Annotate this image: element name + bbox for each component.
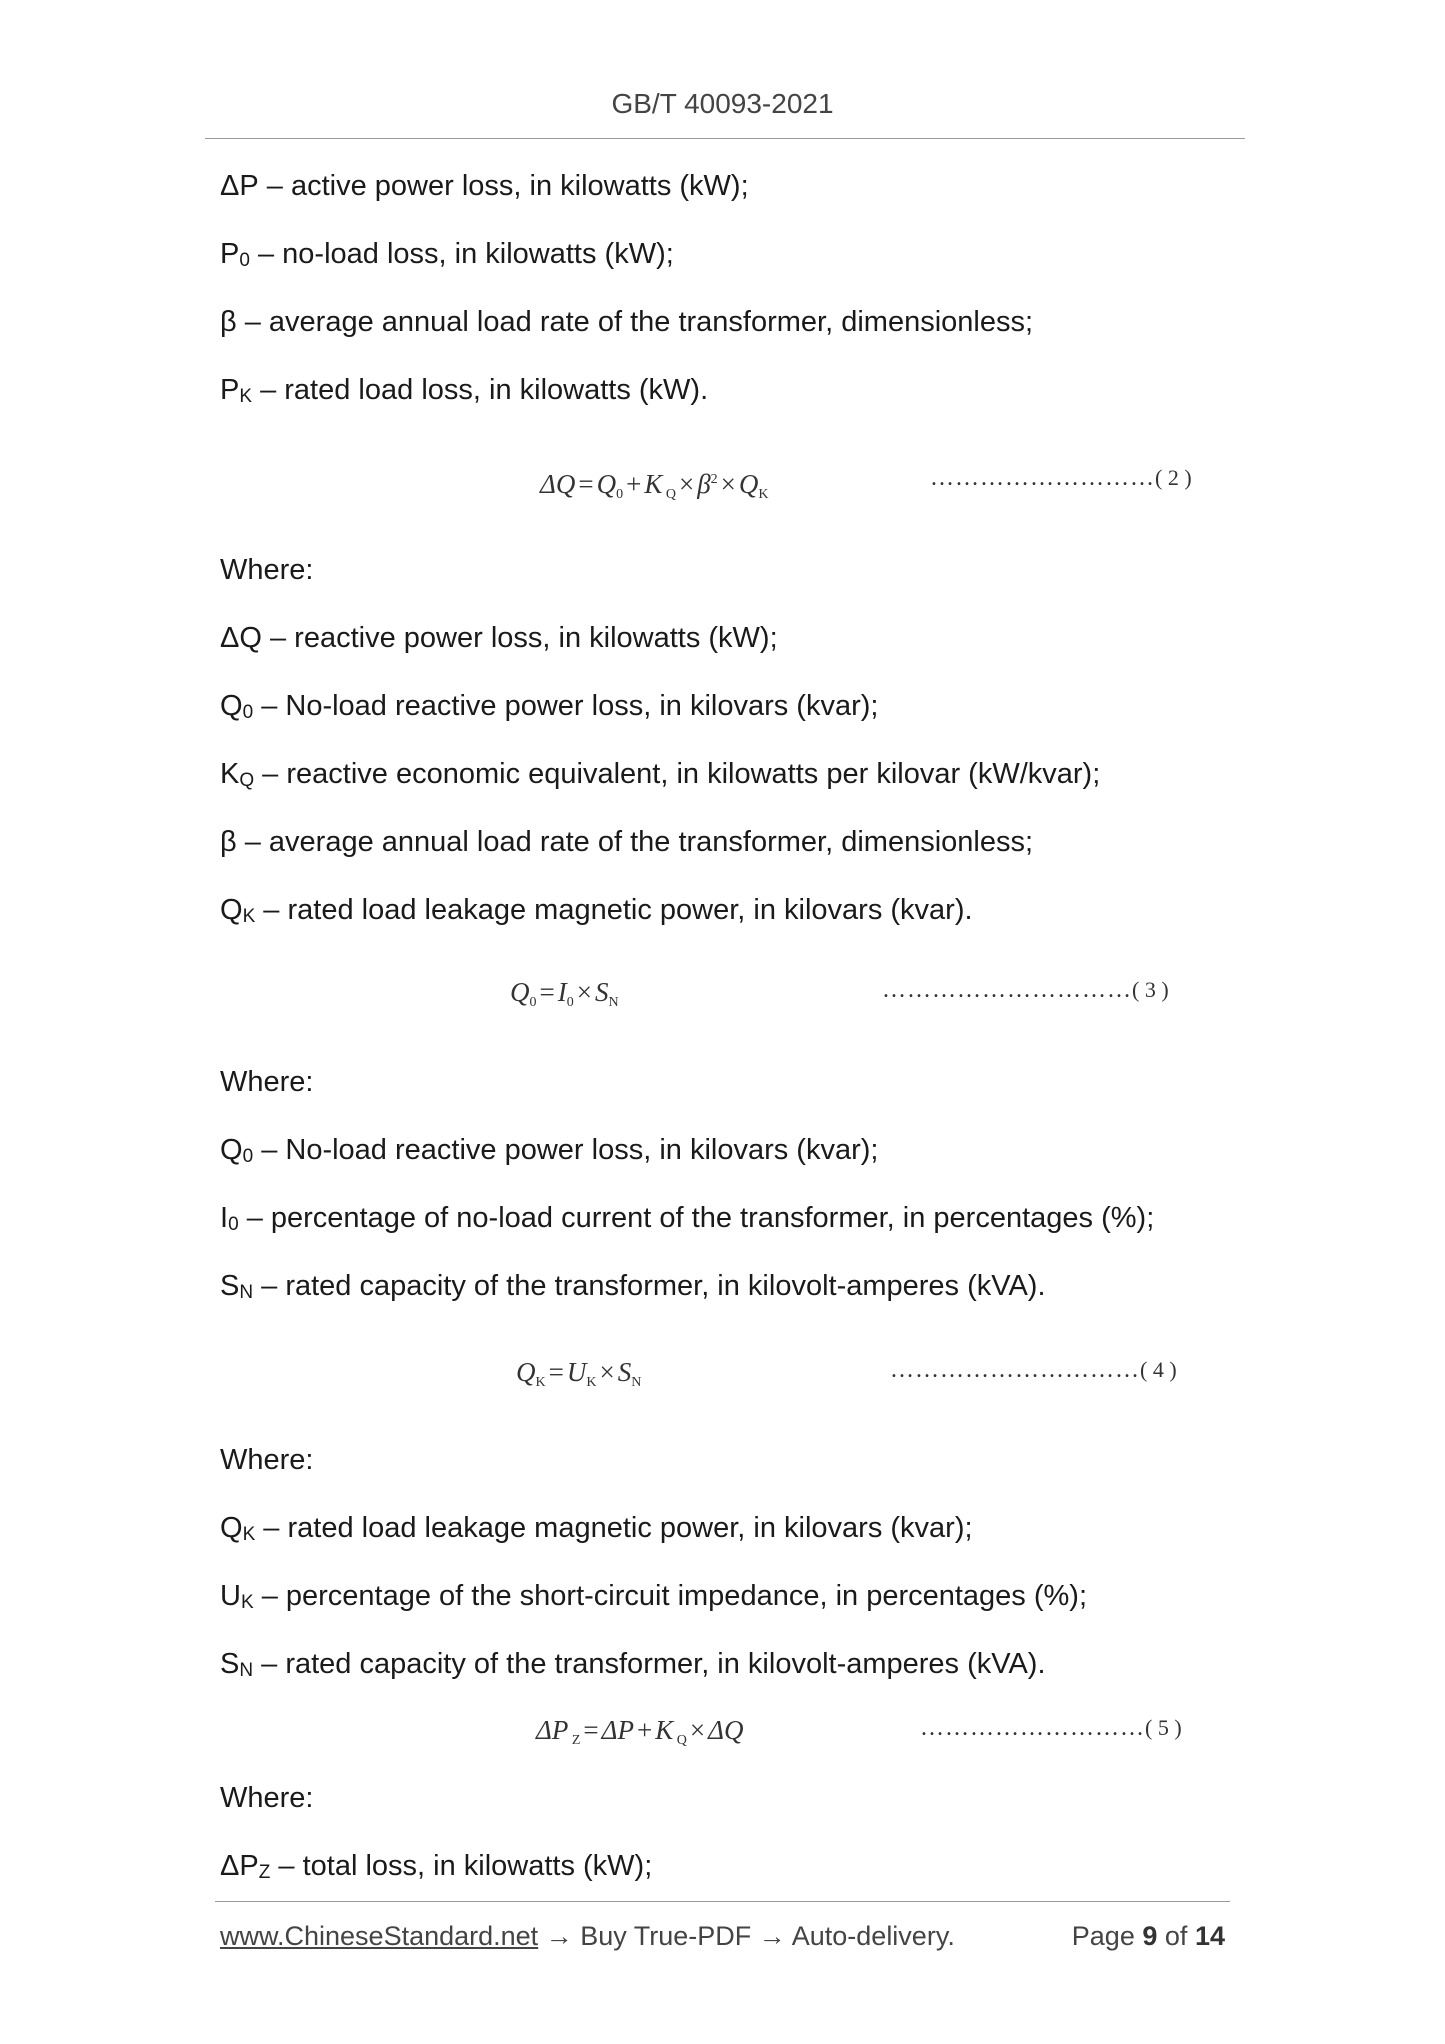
definition-line: P0 – no-load loss, in kilowatts (kW); (220, 238, 674, 271)
definition-line: QK – rated load leakage magnetic power, in kilovars (kvar); (220, 1512, 973, 1545)
where-label: Where: (220, 554, 314, 586)
footer-promo (220, 1921, 955, 1952)
equation-5-number: ………………………( 5 ) (920, 1715, 1182, 1741)
definition-line: Q0 – No-load reactive power loss, in kilovars (kvar); (220, 1134, 879, 1167)
current-page: 9 (1142, 1921, 1158, 1951)
definition-line: Q0 – No-load reactive power loss, in kilovars (kvar); (220, 690, 879, 723)
where-label: Where: (220, 1782, 314, 1814)
site-link[interactable]: www.ChineseStandard.net (220, 1921, 539, 1951)
definition-line: UK – percentage of the short-circuit impedance, in percentages (%); (220, 1580, 1088, 1613)
definition-line: SN – rated capacity of the transformer, in kilovolt-amperes (kVA). (220, 1270, 1046, 1303)
definition-line: SN – rated capacity of the transformer, in kilovolt-amperes (kVA). (220, 1648, 1046, 1681)
total-pages: 14 (1194, 1921, 1225, 1951)
footer-divider (215, 1901, 1230, 1902)
where-label: Where: (220, 1444, 314, 1476)
definition-line: ΔQ – reactive power loss, in kilowatts (kW); (220, 622, 778, 654)
equation-4-formula: QK = UK × SN (516, 1357, 642, 1390)
definition-line: PK – rated load loss, in kilowatts (kW). (220, 374, 709, 407)
equation-3-number: …………………………( 3 ) (882, 977, 1169, 1003)
header-divider (205, 138, 1245, 139)
equation-5-formula: ΔP Z = ΔP + K Q × ΔQ (536, 1715, 744, 1748)
equation-4-number: …………………………( 4 ) (890, 1357, 1177, 1383)
where-label: Where: (220, 1066, 314, 1098)
definition-line: ΔP – active power loss, in kilowatts (kW); (220, 170, 749, 202)
definition-line: I0 – percentage of no-load current of the transformer, in percentages (%); (220, 1202, 1155, 1235)
definition-line: QK – rated load leakage magnetic power, in kilovars (kvar). (220, 894, 973, 927)
equation-3-formula: Q0 = I0 × SN (510, 977, 619, 1010)
page-indicator: Page 9 of 14 (1071, 1921, 1225, 1951)
definition-line: β – average annual load rate of the transformer, dimensionless; (220, 306, 1034, 338)
page-header: GB/T 40093-2021 (611, 88, 834, 119)
equation-2-formula: ΔQ = Q0 + K $Q \times \beta^2$ × QK (540, 469, 769, 502)
footer-tagline: → Buy True-PDF → Auto-delivery. (538, 1921, 955, 1951)
definition-line: ΔPZ – total loss, in kilowatts (kW); (220, 1850, 653, 1883)
equation-2-number: ………………………( 2 ) (930, 465, 1192, 491)
definition-line: KQ – reactive economic equivalent, in kilowatts per kilovar (kW/kvar); (220, 758, 1101, 791)
definition-line: β – average annual load rate of the transformer, dimensionless; (220, 826, 1034, 858)
